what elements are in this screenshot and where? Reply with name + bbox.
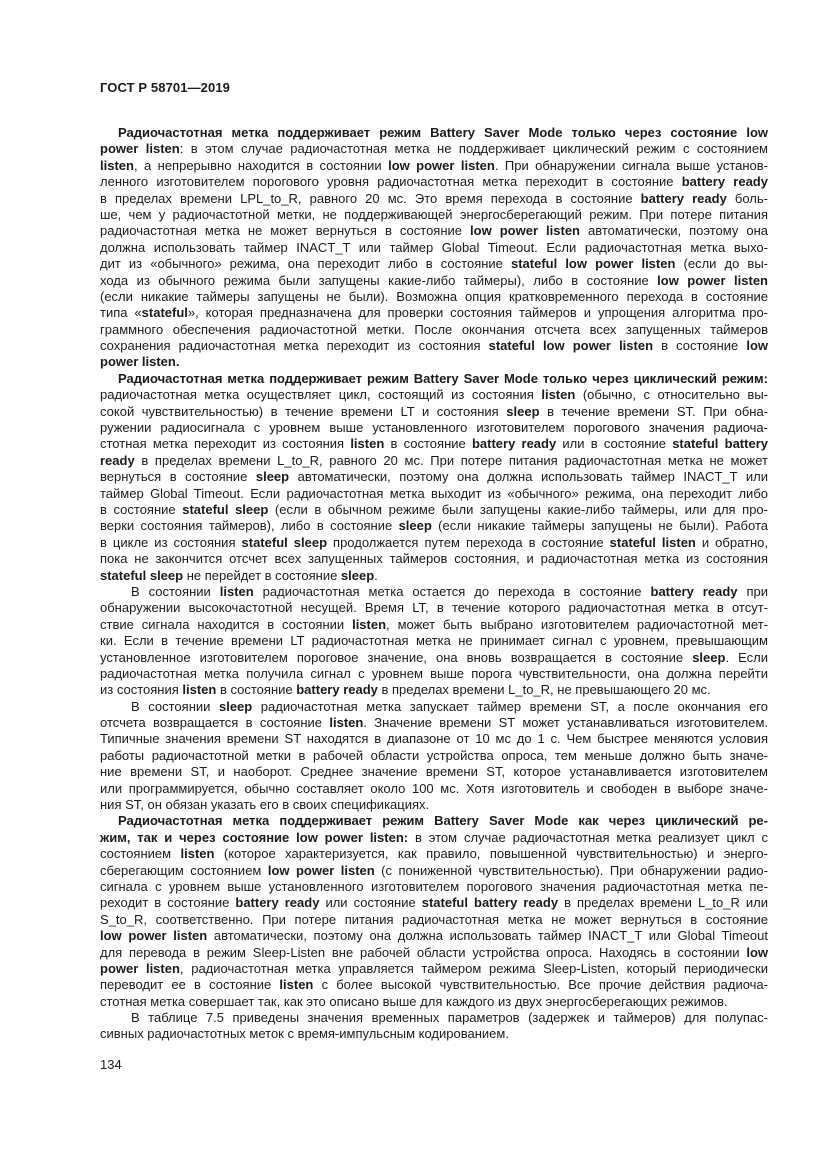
text-run: при: [737, 583, 768, 599]
text-run: продолжается путем перехода в состояние: [327, 534, 610, 550]
text-run: ствие сигнала находится в состоянии: [100, 616, 353, 632]
bold-run: ready: [100, 452, 135, 468]
text-line: [100, 158, 768, 174]
bold-run: Радиочастотная метка поддерживает режим Battery Saver Mode как через циклический ре-: [118, 813, 768, 829]
text-line: [100, 191, 768, 207]
bold-run: Радиочастотная метка поддерживает режим Battery Saver Mode только через состояние low: [118, 125, 768, 140]
text-line: [100, 502, 768, 518]
bold-run: stateful sleep: [100, 567, 184, 583]
text-run: в пределах времени L_to_R или: [558, 895, 768, 911]
bold-run: stateful listen: [609, 534, 696, 550]
text-line: [100, 666, 768, 682]
text-line: [100, 764, 768, 780]
text-run: автоматически, поэтому она: [580, 223, 768, 239]
text-run: радиочастотная метка остается до перехода в состояние: [253, 583, 651, 599]
text-run: в цикле из состояния: [100, 534, 242, 550]
text-line: [100, 256, 768, 272]
text-line: [100, 633, 768, 649]
text-line: [100, 305, 768, 321]
text-run: . При обнаружении сигнала выше установ-: [494, 157, 769, 173]
text-run: не перейдет в состояние: [183, 567, 341, 583]
text-run: в состояние: [100, 501, 183, 517]
bold-run: battery ready: [681, 174, 768, 190]
text-run: автоматически, поэтому она должна использовать таймер INACT_T или Global Timeout: [207, 928, 768, 944]
text-line: [100, 846, 768, 862]
paragraph: [100, 1010, 768, 1043]
text-line: [100, 568, 768, 584]
text-line: [100, 223, 768, 239]
text-run: работы радиочастотной метки в рабочей области устройства опроса, тем меньше должно быть значе-: [100, 747, 768, 763]
text-run: в этом случае радиочастотная метка реализует цикл с: [408, 829, 768, 845]
text-line: [100, 551, 768, 567]
bold-run: sleep: [506, 403, 540, 419]
text-run: состоянием: [100, 846, 181, 862]
text-run: отсчета возвращается в состояние: [100, 715, 330, 731]
bold-run: power listen: [100, 141, 180, 157]
standard-code: ГОСТ Р 58701—2019: [100, 80, 230, 95]
paragraph: [100, 371, 768, 584]
text-run: хода из обычного режима были запущены какие-либо таймеры), либо в состояние: [100, 272, 658, 288]
text-run: стотная метка совершает так, как это описано выше для каждого из двух энергосберегающих режимов.: [100, 993, 728, 1009]
text-line: [100, 453, 768, 469]
bold-run: low: [746, 944, 768, 960]
text-line: [100, 928, 768, 944]
text-line: [100, 387, 768, 403]
text-run: (если до вы-: [675, 256, 769, 272]
text-run: В состоянии: [131, 583, 220, 599]
text-run: сберегающим состоянием: [100, 862, 268, 878]
text-run: ние времени ST, и наоборот. Среднее значение времени ST, которое устанавливается изготовителем: [100, 764, 768, 780]
text-line: [100, 781, 768, 797]
text-run: », которая предназначена для проверки состояния таймеров и упрощения алгоритма про-: [187, 305, 769, 321]
text-run: или состояние: [319, 895, 422, 911]
text-line: [100, 748, 768, 764]
text-run: (с пониженной чувствительностью). При обнаружении радио-: [374, 862, 768, 878]
text-run: граммного обеспечения радиочастотной метки. После окончания отсчета всех запущенных таймеров: [100, 321, 768, 337]
text-line: [100, 354, 768, 370]
bold-run: low power listen: [470, 223, 580, 239]
text-run: (обычно, с относительно вы-: [575, 387, 768, 403]
text-run: . Если: [725, 649, 768, 665]
bold-run: sleep: [398, 518, 432, 534]
bold-run: listen: [350, 436, 385, 452]
text-line: [100, 813, 768, 829]
bold-run: battery ready: [235, 895, 320, 911]
text-line: [100, 682, 768, 698]
text-run: должна использовать таймер INACT_T или таймер Global Timeout. Если радиочастотная метка выхо-: [100, 239, 768, 255]
text-line: [100, 945, 768, 961]
bold-run: battery ready: [471, 436, 557, 452]
text-run: сивных радиочастотных меток с время-импульсным кодированием.: [100, 1026, 509, 1042]
bold-run: listen: [279, 977, 314, 993]
bold-run: listen: [182, 682, 217, 698]
bold-run: sleep: [218, 698, 253, 714]
text-run: в пределах времени L_to_R, не превышающего 20 мс.: [377, 682, 711, 698]
bold-run: stateful sleep: [182, 501, 269, 517]
bold-run: power listen.: [100, 354, 180, 370]
bold-run: stateful battery: [672, 436, 768, 452]
text-run: боль-: [726, 190, 768, 206]
text-run: радиочастотная метка не может вернуться в состояние: [100, 223, 471, 239]
text-run: (если в обычном режиме были запущены какие-либо таймеры, или для про-: [268, 501, 768, 517]
text-line: [100, 977, 768, 993]
text-line: [100, 994, 768, 1010]
bold-run: low power listen: [267, 862, 375, 878]
text-line: [100, 240, 768, 256]
text-line: [100, 486, 768, 502]
text-run: в пределах времени L_to_R, равного 20 мс. При потере питания радиочастотная метка не может: [134, 452, 768, 468]
text-run: .: [374, 567, 378, 583]
bold-run: stateful sleep: [241, 534, 328, 550]
text-run: или в состояние: [556, 436, 673, 452]
text-line: [100, 207, 768, 223]
text-line: [100, 535, 768, 551]
text-run: : в этом случае радиочастотная метка не поддерживает циклический режим с состоянием: [179, 141, 768, 157]
bold-run: sleep: [692, 649, 726, 665]
text-line: [100, 436, 768, 452]
bold-run: battery ready: [640, 190, 727, 206]
text-run: В таблице 7.5 приведены значения временных параметров (задержек и таймеров) для полупас-: [131, 1010, 768, 1026]
text-run: в течение времени ST. При обна-: [539, 403, 768, 419]
text-line: [100, 338, 768, 354]
bold-run: listen: [329, 715, 364, 731]
text-run: (которое характеризуется, как правило, повышенной чувствительностью) и энерго-: [214, 846, 768, 862]
text-run: ки. Если в течение времени LT радиочастотная метка не принимает сигнал с уровнем, превышающим: [100, 633, 768, 649]
bold-run: low power listen: [100, 928, 208, 944]
text-run: ленного изготовителем порогового уровня радиочастотная метка переходит в состояние: [100, 174, 682, 190]
paragraph: [100, 584, 768, 699]
text-run: для перевода в режим Sleep-Listen вне рабочей области устройства опроса. Находясь в состоянии: [100, 944, 747, 960]
text-run: или программируется, обычно составляет около 100 мс. Хотя изготовитель и свободен в выборе значе-: [100, 780, 768, 796]
text-run: типа «: [100, 305, 142, 321]
text-line: [100, 273, 768, 289]
text-run: переводит ее в состояние: [100, 977, 280, 993]
text-run: , а непрерывно находится в состоянии: [133, 157, 389, 173]
text-run: ния ST, он обязан указать его в своих спецификациях.: [100, 797, 430, 813]
bold-run: listen: [352, 616, 387, 632]
text-run: сигнала с уровнем выше установленного изготовителем порогового значения радиочастотная метка пе-: [100, 878, 768, 894]
document-header: [100, 80, 230, 96]
text-run: верки состояния таймеров), либо в состояние: [100, 518, 399, 534]
text-run: радиочастотная метка получила сигнал с уровнем выше порога чувствительности, она должна перейти: [100, 665, 768, 681]
paragraph: [100, 125, 768, 371]
text-run: вернуться в состояние: [100, 469, 256, 485]
text-line: [100, 584, 768, 600]
bold-run: low power listen: [657, 272, 768, 288]
bold-run: listen: [100, 157, 134, 173]
text-run: в состояние: [216, 682, 297, 698]
bold-run: listen: [180, 846, 215, 862]
text-line: [100, 404, 768, 420]
paragraph: [100, 699, 768, 814]
text-run: сохранения радиочастотная метка переходит из состояния: [100, 338, 489, 354]
text-line: [100, 322, 768, 338]
text-run: S_to_R, соответственно. При потере питания радиочастотная метка не может вернуться в состояние: [100, 911, 768, 927]
text-line: [100, 469, 768, 485]
text-line: [100, 650, 768, 666]
text-run: , может быть выбрано изготовителем радиочастотной мет-: [386, 616, 768, 632]
text-line: [100, 715, 768, 731]
text-line: [100, 731, 768, 747]
text-line: [100, 1010, 768, 1026]
text-run: ше, чем у радиочастотной метки, не поддерживающей энергосберегающий режим. При потере питания: [100, 206, 768, 222]
bold-run: sleep: [340, 567, 375, 583]
bold-run: sleep: [255, 469, 290, 485]
text-line: [100, 895, 768, 911]
text-run: . Значение времени ST может устанавливаться изготовителем.: [363, 715, 769, 731]
text-run: обнаружении высокочастотной несущей. Время LT, в течение которого радиочастотная метка в отсут-: [100, 600, 768, 616]
text-line: [100, 1026, 768, 1042]
bold-run: low: [746, 338, 768, 354]
text-run: реходит в состояние: [100, 895, 236, 911]
text-line: [100, 174, 768, 190]
text-run: автоматически, поэтому она должна использовать таймер INACT_T или: [289, 469, 768, 485]
text-run: в пределах времени LPL_to_R, равного 20 мс. Это время перехода в состояние: [100, 190, 641, 206]
text-run: ружении радиосигнала с уровнем выше установленного изготовителем порогового значения радиоча-: [100, 420, 768, 436]
bold-run: жим, так и через состояние low power listen:: [100, 829, 409, 845]
text-line: [100, 420, 768, 436]
text-line: [100, 518, 768, 534]
text-line: [100, 371, 768, 387]
text-run: таймер Global Timeout. Если радиочастотная метка выходит из «обычного» режима, она переходит либо: [100, 485, 768, 501]
bold-run: stateful: [141, 305, 188, 321]
text-line: [100, 879, 768, 895]
text-run: из состояния: [100, 682, 183, 698]
text-line: [100, 863, 768, 879]
bold-run: battery ready: [296, 682, 378, 698]
text-run: , радиочастотная метка управляется таймером режима Sleep-Listen, который периодически: [179, 960, 768, 976]
text-run: в состояние: [384, 436, 472, 452]
text-run: установленное изготовителем пороговое значение, она вновь возвращается в состояние: [100, 649, 693, 665]
text-run: радиочастотная метка осуществляет цикл, состоящий из состояния: [100, 387, 542, 403]
text-run: стотная метка переходит из состояния: [100, 436, 351, 452]
bold-run: listen: [219, 583, 254, 599]
bold-run: Радиочастотная метка поддерживает режим Battery Saver Mode только через циклический режим:: [118, 370, 768, 386]
text-line: [100, 125, 768, 141]
text-run: радиочастотная метка запускает таймер времени ST, а после окончания его: [252, 698, 768, 714]
bold-run: power listen: [100, 960, 180, 976]
body-text: [100, 125, 768, 1043]
text-line: [100, 699, 768, 715]
paragraph: [100, 813, 768, 1010]
text-run: В состоянии: [131, 698, 219, 714]
bold-run: stateful low power listen: [511, 256, 676, 272]
text-line: [100, 830, 768, 846]
text-run: (если никакие таймеры запущены не были). Работа: [431, 518, 768, 534]
text-run: сокой чувствительностью) в течение времени LT и состояния: [100, 403, 507, 419]
bold-run: battery ready: [650, 583, 738, 599]
text-line: [100, 912, 768, 928]
text-run: Типичные значения времени ST находятся в диапазоне от 10 мс до 1 с. Чем быстрее меняются условия: [100, 731, 768, 747]
text-run: и обратно,: [695, 534, 769, 550]
bold-run: stateful battery ready: [421, 895, 559, 911]
page-number: 134: [100, 1057, 122, 1072]
bold-run: stateful low power listen: [488, 338, 654, 354]
text-line: [100, 141, 768, 157]
text-line: [100, 797, 768, 813]
text-line: [100, 600, 768, 616]
text-run: дит из «обычного» режима, она переходит либо в состояние: [100, 256, 511, 272]
text-line: [100, 289, 768, 305]
text-line: [100, 961, 768, 977]
text-run: пока не закончится отсчет всех запущенных таймеров состояния, и радиочастотная метка из состояния: [100, 551, 768, 567]
text-run: в состояние: [653, 338, 747, 354]
bold-run: low power listen: [388, 157, 495, 173]
bold-run: listen: [541, 387, 576, 403]
text-run: (если никакие таймеры запущены не были). Возможна опция кратковременного перехода в состояние: [100, 288, 768, 304]
text-run: с более высокой чувствительностью. Все прочие действия радиоча-: [313, 977, 768, 993]
text-line: [100, 617, 768, 633]
